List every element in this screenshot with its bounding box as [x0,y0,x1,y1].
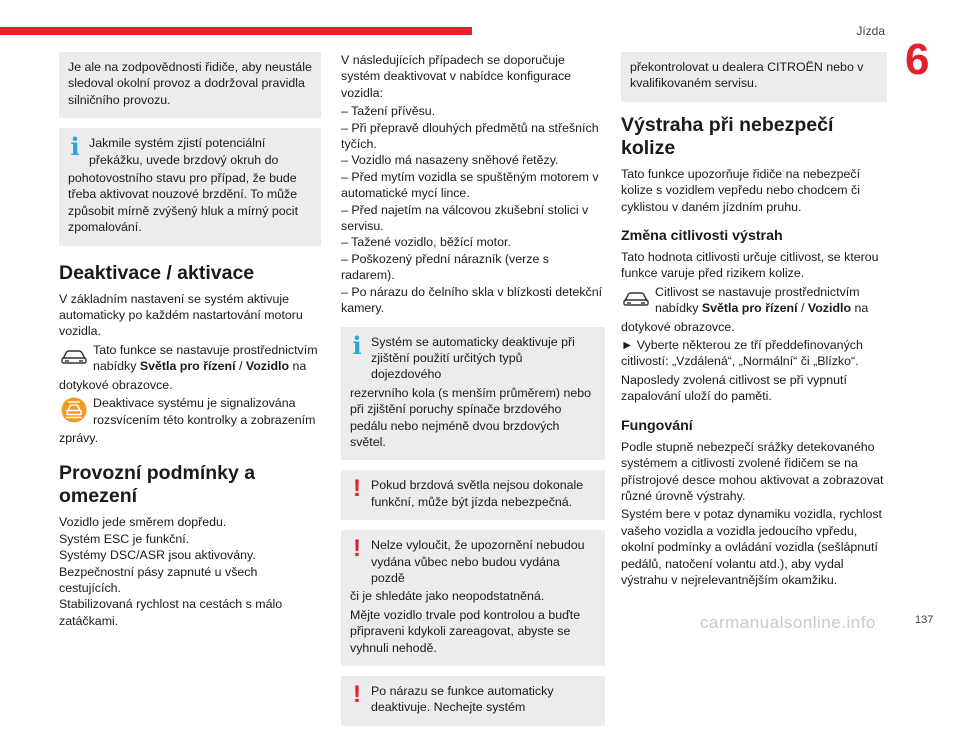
case-item: – Poškozený přední nárazník (verze s radarem). [341,251,549,283]
info-text: Systém se automaticky deaktivuje při zjištění použití určitých typů dojezdového [371,334,575,382]
info-text-cont: rezervního kola (s menším průměrem) nebo při zjištění poruchy spínače brzdového pedálu nebo nejméně dvou brzdových světel. [350,385,592,449]
paragraph-saved: Naposledy zvolená citlivost se při vypnutí zapalování uloží do paměti. [621,372,847,404]
top-accent-bar [0,27,472,35]
paragraph-operation-1: Podle stupně nebezpečí srážky detekovaného systémem a citlivosti zvolené řidičem se na přístrojové desce mohou aktivovat a zobrazovat různé úrovně výstrahy. [621,439,884,503]
car-settings-icon [59,342,89,372]
warning-icon: ! [353,681,361,708]
setting-row [621,284,887,319]
case-item: – Po nárazu do čelního skla v blízkosti detekční kamery. [341,284,603,316]
info-icon: i [352,330,362,360]
info-box [341,327,605,461]
section-title: Jízda [856,24,885,38]
setting-text: Citlivost se nastavuje prostřednictvím nabídky Světla pro řízení / Vozidlo na [655,284,869,316]
case-item: – Tažené vozidlo, běžící motor. [341,235,511,250]
cases-list [341,103,605,316]
info-icon: i [70,132,80,162]
info-text-cont: pohotovostního stavu pro případ, že bude třeba aktivovat nouzové brzdění. To může způsobit mírně zvýšený hluk a mírný pocit zpomalování. [68,171,299,235]
warning-icon: ! [353,535,361,563]
case-item: – Před mytím vozidla se spuštěným motorem v automatické mycí lince. [341,169,599,201]
condition-item: Systém ESC je funkční. [59,531,190,546]
note-text: překontrolovat u dealera CITROËN nebo v kvalifikovaném servisu. [630,60,864,91]
paragraph-alert: Tato funkce upozorňuje řidiče na nebezpečí kolize s vozidlem vepředu nebo chodcem či cyklistou v daném jízdním pruhu. [621,166,861,214]
info-box [59,128,321,245]
case-item: – Vozidlo má nasazeny sněhové řetězy. [341,153,559,168]
conditions-list [59,514,321,629]
warning-text: Po nárazu se funkce automaticky deaktivuje. Nechejte systém [371,684,554,715]
column-2 [341,52,605,736]
lamp-text-wrap: zprávy. [59,430,99,445]
heading-collision-alert: Výstraha při nebezpečí kolize [621,113,834,159]
case-item: – Při přepravě dlouhých předmětů na střešních tyčích. [341,120,599,152]
warning-box [341,676,605,726]
warning-text: Nelze vyloučit, že upozornění nebudou vydána vůbec nebo budou vydána pozdě [371,538,585,585]
warning-text-cont: Mějte vozidlo trvale pod kontrolou a buďte připraveni kdykoli zareagovat, abyste se vyhnuli nehodě. [350,607,581,655]
collision-warning-off-lamp-icon [59,395,89,425]
setting-text-wrap: dotykové obrazovce. [621,319,735,334]
car-settings-icon [621,284,651,314]
paragraph-choose: ► Vyberte některou ze tří předdefinovaných citlivostí: „Vzdálená“, „Normální“ či „Blízko“. [621,338,863,369]
condition-item: Vozidlo jede směrem dopředu. [59,515,227,530]
heading-conditions: Provozní podmínky a omezení [59,462,256,508]
note-text: Je ale na zodpovědnosti řidiče, aby neustále sledoval okolní provoz a dodržoval pravidla silničního provozu. [68,60,312,107]
condition-item: Systémy DSC/ASR jsou aktivovány. [59,548,256,563]
note-box [59,52,321,118]
watermark: carmanualsonline.info [700,613,876,632]
column-3 [621,52,887,590]
warning-text-cont: či je shledáte jako neopodstatněná. [350,589,545,604]
paragraph-intro: V následujících případech se doporučuje systém deaktivovat v nabídce konfigurace vozidla: [341,53,572,100]
condition-item: Bezpečnostní pásy zapnuté u všech cestujících. [59,564,258,595]
note-box-continued [621,52,887,102]
heading-sensitivity: Změna citlivosti výstrah [621,228,783,245]
warning-box [341,470,605,520]
column-1 [59,52,321,629]
lamp-text: Deaktivace systému je signalizována rozsvícením této kontrolky a zobrazením [93,396,316,427]
page-number: 137 [915,614,934,626]
setting-row [59,342,321,377]
lamp-row [59,395,321,430]
case-item: – Před najetím na válcovou zkušební stolici v servisu. [341,202,589,234]
setting-text-wrap: dotykové obrazovce. [59,377,173,392]
chapter-number: 6 [905,35,930,84]
paragraph-default: V základním nastavení se systém aktivuje automaticky po každém nastartování motoru vozidla. [59,291,303,339]
heading-deactivation: Deaktivace / aktivace [59,261,255,284]
warning-icon: ! [353,475,361,503]
info-text: Jakmile systém zjistí potenciální překážku, uvede brzdový okruh do [89,136,279,167]
warning-text: Pokud brzdová světla nejsou dokonale funkční, může být jízda nebezpečná. [371,478,584,509]
heading-operation: Fungování [621,417,693,434]
warning-box [341,530,605,666]
condition-item: Stabilizovaná rychlost na cestách s málo zatáčkami. [59,597,283,628]
paragraph-operation-2: Systém bere v potaz dynamiku vozidla, rychlost vašeho vozidla a vozidla jedoucího vpředu, okolní podmínky a ovládání vozidla (sešlápnutí pedálů, natočení volantu atd.), aby vydal výstrahu v nejrelevantnějším okamžiku. [621,507,883,587]
case-item: – Tažení přívěsu. [341,104,436,119]
paragraph-sensitivity: Tato hodnota citlivosti určuje citlivost, se kterou funkce varuje před rizikem kolize. [621,250,879,281]
setting-text: Tato funkce se nastavuje prostřednictvím nabídky Světla pro řízení / Vozidlo na [93,342,318,374]
